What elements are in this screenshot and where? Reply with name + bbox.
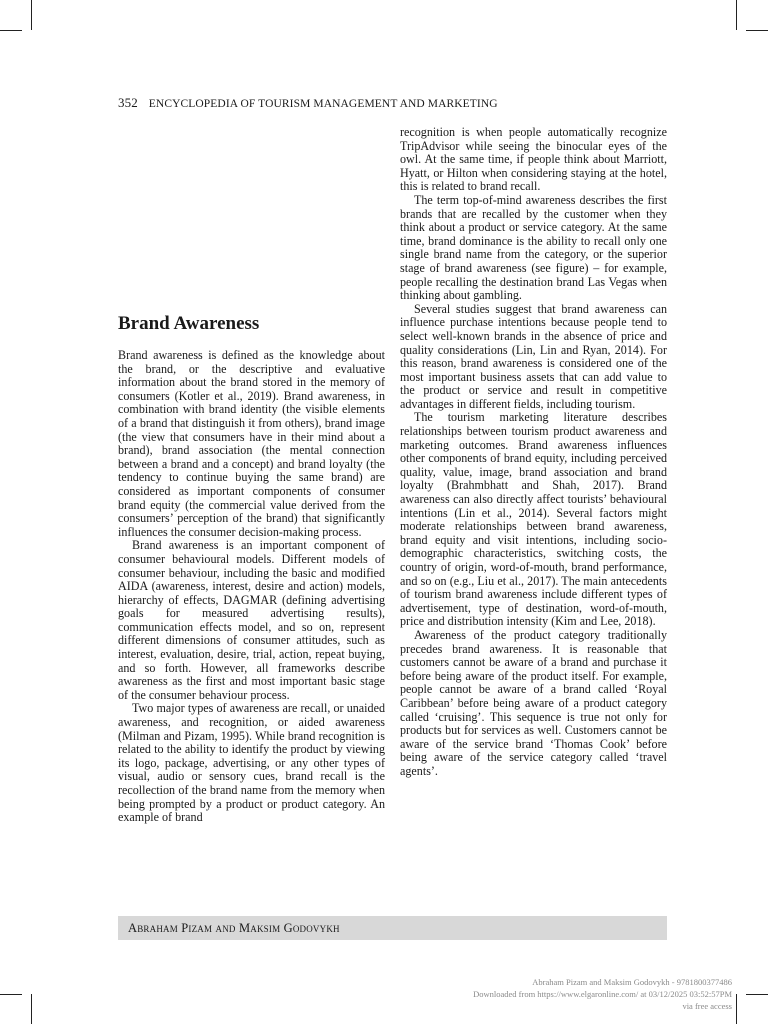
crop-mark — [0, 994, 22, 995]
download-footer-line: via free access — [682, 1001, 732, 1011]
download-footer-line: Abraham Pizam and Maksim Godovykh - 9781800377486 — [532, 977, 732, 987]
crop-mark — [31, 994, 32, 1024]
crop-mark — [0, 30, 22, 31]
entry-title: Brand Awareness — [118, 313, 260, 334]
paragraph: Brand awareness is defined as the knowledge about the brand, or the descriptive and evaluative information about the brand stored in the memory of consumers (Kotler et al., 2019). Brand awareness, in combination with brand identity (the visible elements of a brand that distinguish it from others), brand image (the view that consumers have in their mind about a brand), brand association (the mental connection between a brand and a concept) and brand loyalty (the tendency to continue buying the same brand) are considered as important components of consumer brand equity (the commercial value derived from the consumers’ perception of the brand) that significantly influences the consumer decision-making process. — [118, 348, 385, 539]
paragraph: The tourism marketing literature describes relationships between tourism product awareness and marketing outcomes. Brand awareness influences other components of brand equity, including perceived quality, value, image, brand association and brand loyalty (Brahmbhatt and Shah, 2017). Brand awareness can also directly affect tourists’ behavioural intentions (Lin et al., 2014). Several factors might moderate relationships between brand awareness, brand equity and visit intentions, including socio-demographic characteristics, switching costs, the country of origin, word-of-mouth, brand performance, and so on (e.g., Liu et al., 2017). The main antecedents of tourism brand awareness include different types of advertisement, type of destination, word-of-mouth, price and distribution intensity (Kim and Lee, 2018). — [400, 410, 667, 629]
right-column — [400, 126, 667, 779]
crop-mark — [746, 994, 768, 995]
download-footer-line: Downloaded from https://www.elgaronline.com/ at 03/12/2025 03:52:57PM — [473, 989, 732, 999]
crop-mark — [31, 0, 32, 30]
crop-mark — [736, 0, 737, 30]
authors-bar — [118, 916, 667, 940]
paragraph: recognition is when people automatically recognize TripAdvisor while seeing the binocular eyes of the owl. At the same time, if people think about Marriott, Hyatt, or Hilton when considering staying at the hotel, this is related to brand recall. — [400, 125, 667, 194]
running-head — [118, 95, 678, 111]
paragraph: Several studies suggest that brand awareness can influence purchase intentions because people tend to select well-known brands in the absence of price and quality considerations (Lin, Lin and Ryan, 2014). For this reason, brand awareness is considered one of the most important business assets that can add value to the product or service and result in competitive advantages in different fields, including tourism. — [400, 301, 667, 411]
crop-mark — [746, 30, 768, 31]
crop-mark — [736, 994, 737, 1024]
paragraph: Brand awareness is an important component of consumer behavioural models. Different models of consumer behaviour, including the basic and modified AIDA (awareness, interest, desire and action) models, hierarchy of effects, DAGMAR (defining advertising goals for measured advertising results), communication effects model, and so on, represent different dimensions of consumer attitudes, such as interest, evaluation, desire, trial, action, repeat buying, and so forth. However, all frameworks describe awareness as the first and most important basic stage of the consumer behaviour process. — [118, 538, 385, 702]
paragraph: Two major types of awareness are recall, or unaided awareness, and recognition, or aided awareness (Milman and Pizam, 1995). While brand recognition is related to the ability to identify the product by viewing its logo, package, advertising, or any other types of visual, audio or sensory cues, brand recall is the recollection of the brand name from the memory when being prompted by a product or product category. An example of brand — [118, 701, 385, 825]
author-names: Abraham Pizam and Maksim Godovykh — [128, 921, 340, 935]
book-title: ENCYCLOPEDIA OF TOURISM MANAGEMENT AND MARKETING — [148, 98, 498, 110]
left-column — [118, 349, 385, 825]
page-number: 352 — [118, 95, 138, 110]
paragraph: Awareness of the product category traditionally precedes brand awareness. It is reasonable that customers cannot be aware of a brand and purchase it before being aware of the product itself. For example, people cannot be aware of a brand called ‘Royal Caribbean’ before being aware of a product category called ‘cruising’. This sequence is true not only for products but for services as well. Customers cannot be aware of the service brand ‘Thomas Cook’ before being aware of the service category called ‘travel agents’. — [400, 627, 667, 778]
paragraph: The term top-of-mind awareness describes the first brands that are recalled by the customer when they think about a product or service category. At the same time, brand dominance is the ability to recall only one single brand name from the category, or the superior stage of brand awareness (see figure) – for example, people recalling the destination brand Las Vegas when thinking about gambling. — [400, 192, 667, 303]
